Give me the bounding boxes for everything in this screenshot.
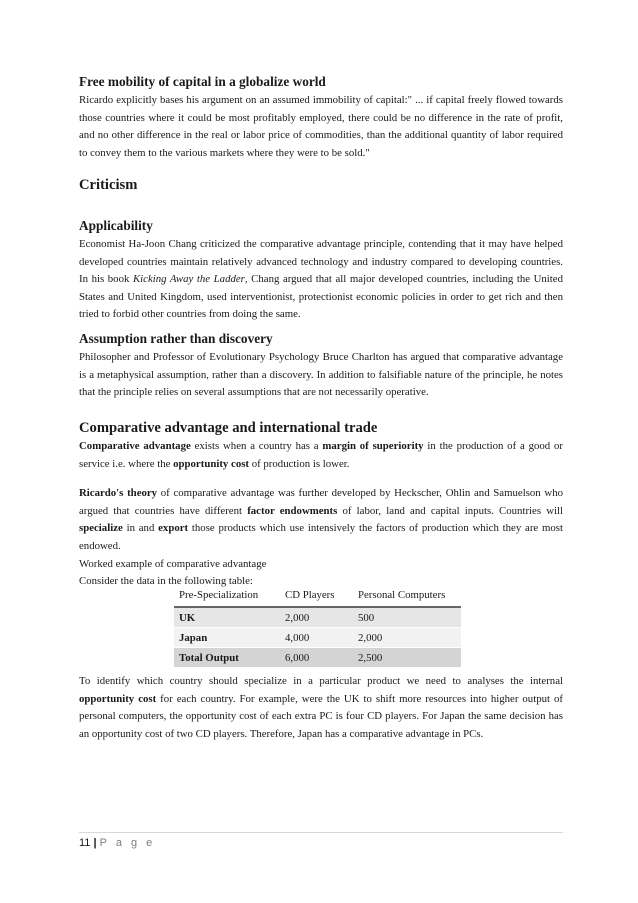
table-header-cell: Pre-Specialization	[174, 585, 280, 607]
table-header-cell: CD Players	[280, 585, 353, 607]
page-separator: |	[93, 837, 97, 849]
table-cell: 2,000	[280, 607, 353, 628]
section-trade	[79, 420, 563, 591]
section-closing	[79, 673, 563, 743]
table-cell: UK	[174, 607, 280, 628]
page-number	[79, 837, 155, 849]
table-cell: Japan	[174, 628, 280, 648]
table-header-row	[174, 585, 461, 607]
table-cell: 6,000	[280, 648, 353, 668]
criticism-heading: Criticism	[79, 177, 138, 193]
section-heading: Free mobility of capital in a globalize world	[79, 74, 326, 89]
table-cell: 4,000	[280, 628, 353, 648]
section-capital-mobility	[79, 74, 563, 162]
book-title: Kicking Away the Ladder	[132, 273, 245, 286]
table-cell: Total Output	[174, 648, 280, 668]
consider-data-line: Consider the data in the following table:	[79, 575, 253, 588]
section-criticism	[79, 177, 563, 193]
trade-heading: Comparative advantage and international trade	[79, 420, 378, 436]
subsection-applicability	[79, 218, 563, 324]
assumption-paragraph: Philosopher and Professor of Evolutionary Psychology Bruce Charlton has argued that comparative advantage is a metaphysical assumption, rather than a discovery. In addition to falsifiable nature of the principle, he notes that the principle relies on several assumptions that are not necessarily operative.	[79, 351, 563, 399]
table-cell: 500	[353, 607, 461, 628]
assumption-heading: Assumption rather than discovery	[79, 331, 273, 346]
page-label: P a g e	[99, 837, 156, 849]
table-cell: 2,500	[353, 648, 461, 668]
table-row	[174, 607, 461, 628]
table-header-cell: Personal Computers	[353, 585, 461, 607]
page-footer	[79, 832, 563, 849]
trade-paragraph-1: Comparative advantage exists when a country has a margin of superiority in the production of a good or service i.e. where the opportunity cost of production is lower.	[79, 440, 563, 470]
page-number-value: 11	[79, 837, 91, 849]
table-row	[174, 628, 461, 648]
subsection-assumption	[79, 331, 563, 402]
output-table	[174, 585, 461, 668]
trade-paragraph-2: Ricardo's theory of comparative advantage was further developed by Heckscher, Ohlin and Samuelson who argued that countries have different factor endowments of labor, land and capital inputs. Countries will specialize in and export those products which use intensively the factors of production which they are most endowed.	[79, 487, 563, 552]
section-paragraph: Ricardo explicitly bases his argument on an assumed immobility of capital:" ... if capital freely flowed towards those countries where it could be most profitably employed, there could be no difference in the rate of profit, and no other difference in the real or labor price of commodities, than the additional quantity of labor required to convey them to the various markets where they were to be sold."	[79, 94, 563, 159]
closing-paragraph: To identify which country should specialize in a particular product we need to analyses the internal opportunity cost for each country. For example, were the UK to shift more resources into higher output of personal computers, the opportunity cost of each extra PC is four CD players. For Japan the same decision has an opportunity cost of two CD players. Therefore, Japan has a comparative advantage in PCs.	[79, 675, 563, 740]
worked-example-line: Worked example of comparative advantage	[79, 557, 267, 570]
applicability-heading: Applicability	[79, 218, 153, 233]
applicability-paragraph: Economist Ha-Joon Chang criticized the comparative advantage principle, contending that it may have helped developed countries maintain relatively advanced technology and industry compared to developing countries. In his book Kicking Away the Ladder, Chang argued that all major developed countries, including the United States and United Kingdom, used interventionist, protectionist economic policies in order to get rich and then tried to forbid other countries from doing the same.	[79, 238, 563, 321]
table-row	[174, 648, 461, 668]
table-cell: 2,000	[353, 628, 461, 648]
